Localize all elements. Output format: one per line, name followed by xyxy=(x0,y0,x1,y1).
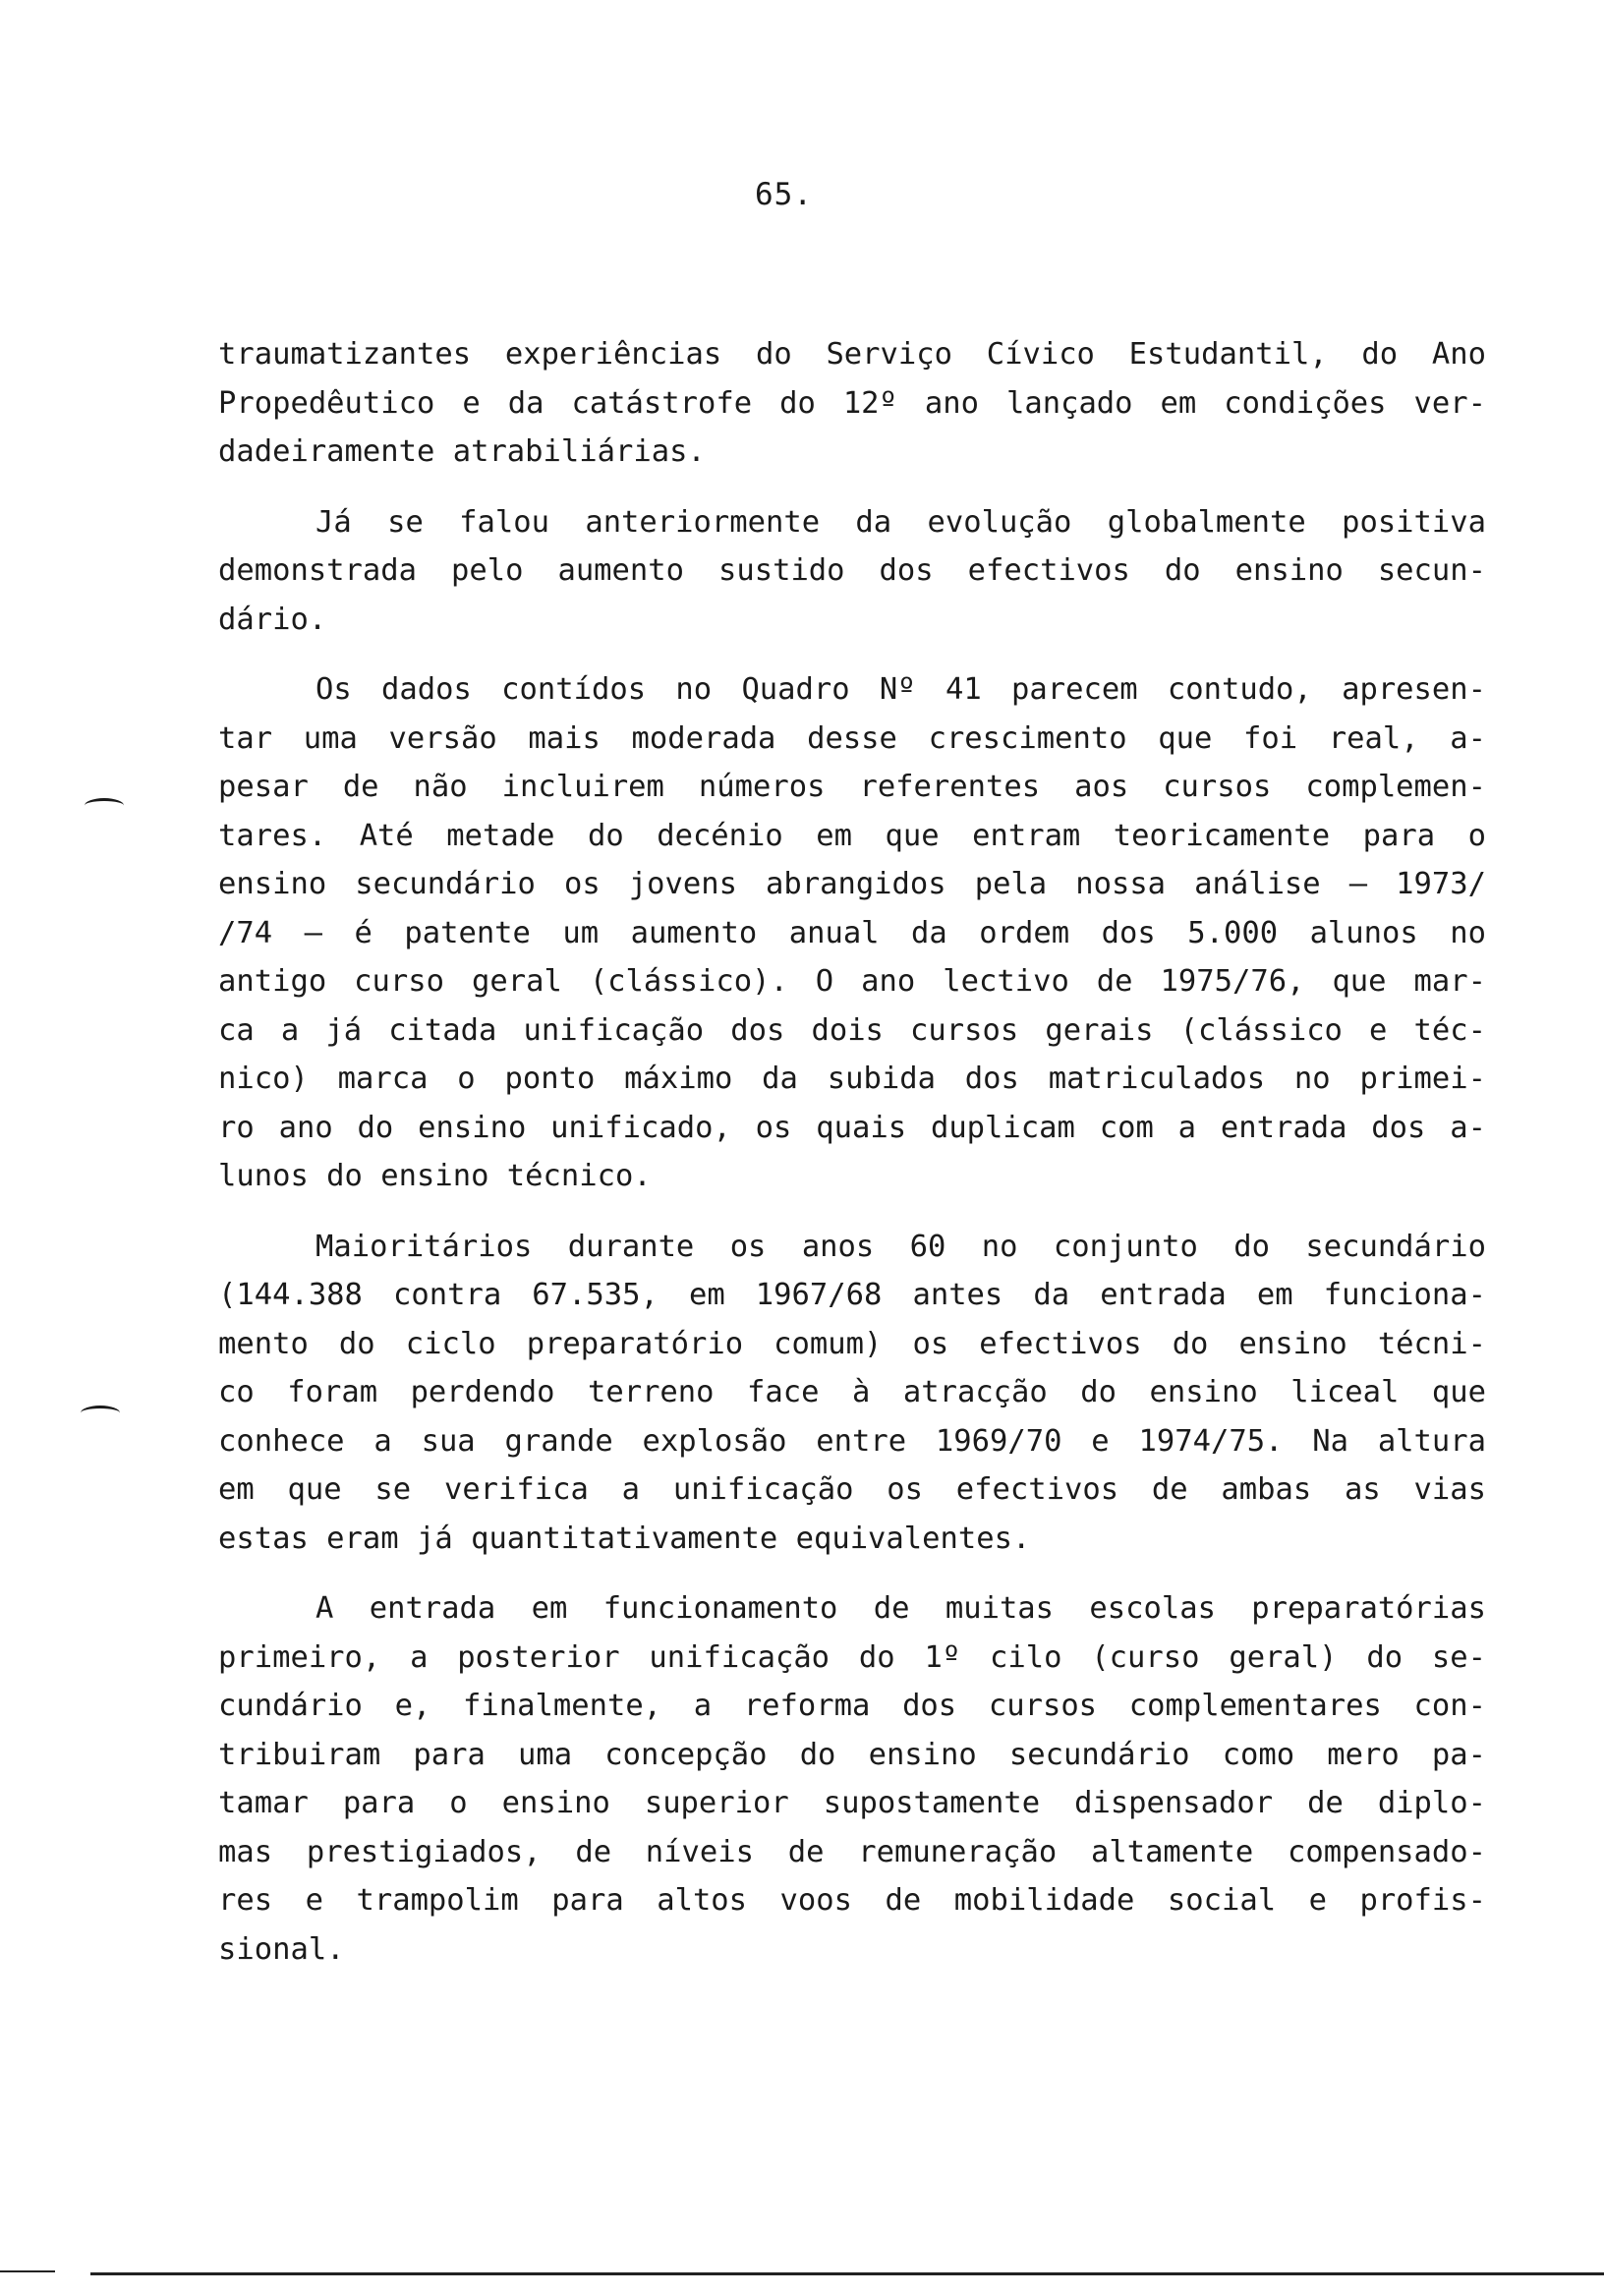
bottom-rule xyxy=(90,2272,1604,2275)
text-line: /74 — é patente um aumento anual da ordem dos 5.000 alunos no xyxy=(218,915,1486,950)
text-line: estas eram já quantitativamente equivalentes. xyxy=(218,1521,1031,1556)
paragraph xyxy=(218,665,1486,1201)
page-number: 65. xyxy=(755,177,813,212)
text-line: Já se falou anteriormente da evolução globalmente positiva xyxy=(315,504,1486,540)
text-line: pesar de não incluirem números referentes aos cursos complemen- xyxy=(218,770,1486,804)
text-line: dário. xyxy=(218,602,327,637)
text-line: (144.388 contra 67.535, em 1967/68 antes da entrada em funciona- xyxy=(218,1278,1486,1312)
text-line: tribuiram para uma concepção do ensino secundário como mero pa- xyxy=(218,1737,1486,1772)
text-line: tar uma versão mais moderada desse crescimento que foi real, a- xyxy=(218,720,1486,756)
text-line: traumatizantes experiências do Serviço Cívico Estudantil, do Ano xyxy=(218,337,1486,372)
paragraph xyxy=(218,1223,1486,1564)
text-line: nico) marca o ponto máximo da subida dos matriculados no primei- xyxy=(218,1062,1486,1096)
text-line: tares. Até metade do decénio em que entram teoricamente para o xyxy=(218,818,1486,853)
text-line: Maioritários durante os anos 60 no conjunto do secundário xyxy=(315,1229,1486,1264)
text-line: A entrada em funcionamento de muitas escolas preparatórias xyxy=(315,1591,1486,1626)
text-line: tamar para o ensino superior supostamente dispensador de diplo- xyxy=(218,1786,1486,1820)
bottom-rule xyxy=(0,2270,55,2272)
paragraph xyxy=(218,1584,1486,1974)
body-text xyxy=(218,330,1486,1974)
text-line: mas prestigiados, de níveis de remuneração altamente compensado- xyxy=(218,1834,1486,1869)
text-line: cundário e, finalmente, a reforma dos cursos complementares con- xyxy=(218,1689,1486,1723)
binding-mark xyxy=(85,798,124,813)
text-line: Os dados contídos no Quadro Nº 41 parecem contudo, apresen- xyxy=(315,672,1486,707)
text-line: sional. xyxy=(218,1931,345,1967)
text-line: ensino secundário os jovens abrangidos pela nossa análise — 1973/ xyxy=(218,867,1486,901)
text-line: conhece a sua grande explosão entre 1969/70 e 1974/75. Na altura xyxy=(218,1423,1486,1459)
text-line: ro ano do ensino unificado, os quais duplicam com a entrada dos a- xyxy=(218,1110,1486,1145)
paragraph xyxy=(218,330,1486,477)
text-line: Propedêutico e da catástrofe do 12º ano lançado em condições ver- xyxy=(218,385,1486,421)
text-line: primeiro, a posterior unificação do 1º cilo (curso geral) do se- xyxy=(218,1639,1486,1675)
text-line: ca a já citada unificação dos dois cursos gerais (clássico e téc- xyxy=(218,1012,1486,1048)
text-line: lunos do ensino técnico. xyxy=(218,1159,652,1193)
binding-mark xyxy=(81,1406,120,1420)
text-line: em que se verifica a unificação os efectivos de ambas as vias xyxy=(218,1472,1486,1507)
text-line: antigo curso geral (clássico). O ano lectivo de 1975/76, que mar- xyxy=(218,964,1486,999)
text-line: co foram perdendo terreno face à atracção do ensino liceal que xyxy=(218,1375,1486,1409)
text-line: mento do ciclo preparatório comum) os efectivos do ensino técni- xyxy=(218,1326,1486,1361)
text-line: dadeiramente atrabiliárias. xyxy=(218,434,706,469)
paragraph xyxy=(218,498,1486,645)
text-line: demonstrada pelo aumento sustido dos efectivos do ensino secun- xyxy=(218,553,1486,588)
text-line: res e trampolim para altos voos de mobilidade social e profis- xyxy=(218,1883,1486,1918)
